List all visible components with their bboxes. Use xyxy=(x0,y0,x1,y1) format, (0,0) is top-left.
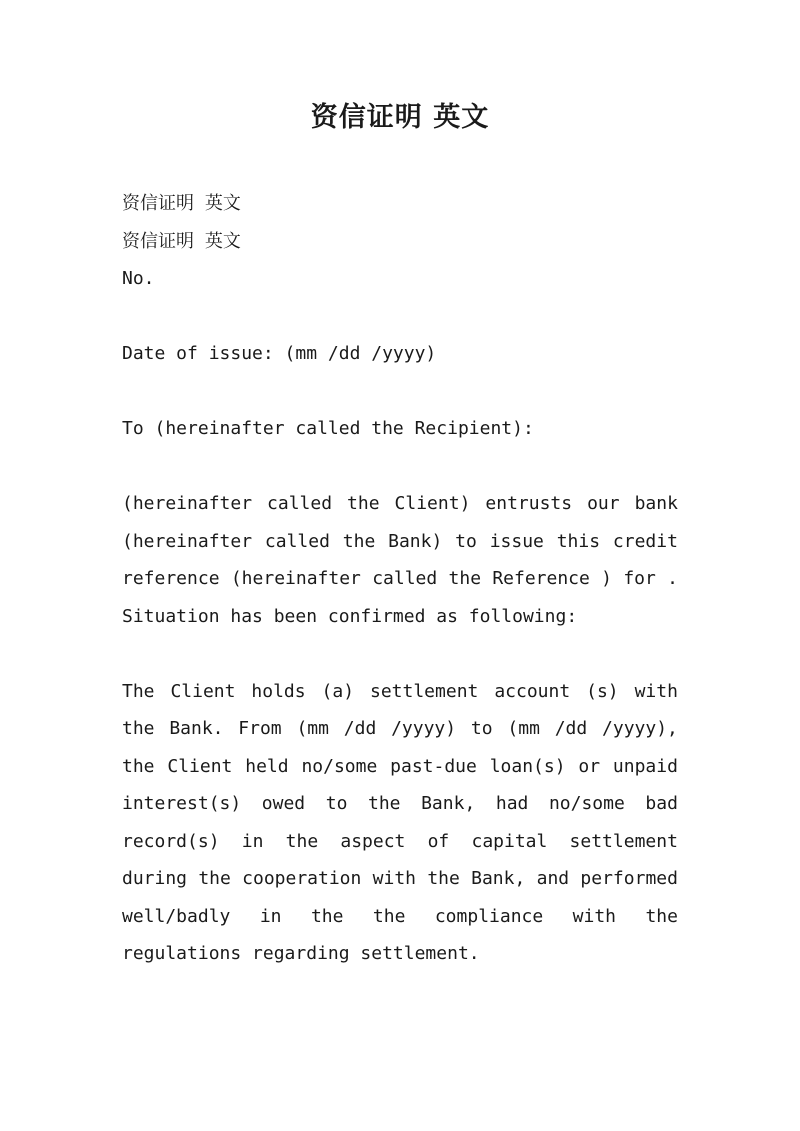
word: reference xyxy=(122,568,220,589)
word: (mm xyxy=(507,718,540,739)
paragraph-line: Situation has been confirmed as following: xyxy=(122,605,578,627)
word: cooperation xyxy=(242,868,362,889)
word: (hereinafter xyxy=(230,568,361,589)
word: to xyxy=(470,718,493,739)
blank-line xyxy=(122,448,678,486)
paragraph-line xyxy=(122,673,678,711)
date-of-issue-line: Date of issue: (mm /dd /yyyy) xyxy=(122,343,437,364)
word: well/badly xyxy=(122,905,231,927)
word: Bank. xyxy=(169,718,224,739)
paragraph-client-record xyxy=(122,673,678,973)
word: settlement xyxy=(569,830,678,852)
word: Client) xyxy=(394,493,471,514)
paragraph-line xyxy=(122,898,678,936)
word: no/some xyxy=(548,793,625,814)
word: record(s) xyxy=(122,830,220,852)
word: entrusts xyxy=(485,493,573,514)
word: bad xyxy=(645,793,678,814)
word: . xyxy=(667,568,678,589)
word: account xyxy=(494,680,571,702)
word: The xyxy=(122,680,155,702)
heading-line-1: 资信证明 英文 xyxy=(122,193,241,214)
paragraph-line xyxy=(122,560,678,598)
word: issue xyxy=(489,530,544,552)
word: past-due xyxy=(390,755,477,777)
word: called xyxy=(267,493,333,514)
word: /yyyy) xyxy=(391,718,457,739)
word: no/some xyxy=(301,755,378,777)
blank-line xyxy=(122,298,678,336)
word: called xyxy=(372,568,438,589)
word: Bank) xyxy=(388,530,443,552)
paragraph-line: regulations regarding settlement. xyxy=(122,943,480,964)
word: the xyxy=(310,905,344,927)
word: the xyxy=(645,905,678,927)
word: (hereinafter xyxy=(122,493,253,514)
word: our xyxy=(587,493,620,514)
paragraph-line xyxy=(122,860,678,898)
blank-line xyxy=(122,635,678,673)
word: with xyxy=(634,680,678,702)
word: credit xyxy=(612,530,678,552)
paragraph-line xyxy=(122,485,678,523)
word: /yyyy), xyxy=(602,718,678,739)
word: held xyxy=(245,755,289,777)
word: loan(s) xyxy=(489,755,566,777)
word: of xyxy=(427,830,450,852)
number-line: No. xyxy=(122,268,155,289)
paragraph-line xyxy=(122,823,678,861)
document-title: 资信证明 英文 xyxy=(310,102,490,133)
word: (hereinafter xyxy=(122,530,253,552)
word: unpaid xyxy=(612,755,678,777)
word: /dd xyxy=(554,718,588,739)
heading-line-2: 资信证明 英文 xyxy=(122,230,241,252)
word: ) xyxy=(601,568,613,589)
word: (a) xyxy=(321,680,355,702)
word: to xyxy=(325,793,348,814)
paragraph-line xyxy=(122,785,678,823)
word: holds xyxy=(251,680,306,702)
word: or xyxy=(578,755,601,777)
word: called xyxy=(264,530,330,552)
word: Client xyxy=(170,680,236,702)
word: bank xyxy=(634,493,678,514)
word: had xyxy=(495,793,529,814)
word: with xyxy=(572,905,617,927)
word: /dd xyxy=(343,718,377,739)
word: the xyxy=(427,868,460,889)
word: owed xyxy=(261,793,306,814)
paragraph-line xyxy=(122,523,678,561)
document-body xyxy=(122,185,678,973)
word: performed xyxy=(580,868,678,889)
word: the xyxy=(198,868,231,889)
word: the xyxy=(372,905,406,927)
blank-line xyxy=(122,373,678,411)
word: Bank, xyxy=(471,868,526,889)
word: the xyxy=(448,568,482,589)
word: Reference xyxy=(492,568,590,589)
word: with xyxy=(372,868,417,889)
word: interest(s) xyxy=(122,793,242,814)
word: the xyxy=(342,530,376,552)
word: during xyxy=(122,868,188,889)
word: the xyxy=(347,493,380,514)
word: in xyxy=(259,905,282,927)
paragraph-line xyxy=(122,710,678,748)
paragraph-entrustment xyxy=(122,485,678,635)
word: Bank, xyxy=(421,793,476,814)
word: to xyxy=(455,530,477,552)
word: the xyxy=(122,755,155,777)
word: for xyxy=(623,568,656,589)
recipient-line: To (hereinafter called the Recipient): xyxy=(122,418,534,439)
word: (mm xyxy=(296,718,329,739)
word: the xyxy=(285,830,319,852)
word: the xyxy=(368,793,401,814)
word: the xyxy=(122,718,155,739)
word: in xyxy=(241,830,264,852)
word: From xyxy=(238,718,282,739)
word: (s) xyxy=(586,680,619,702)
word: settlement xyxy=(370,680,479,702)
word: compliance xyxy=(434,905,544,927)
word: this xyxy=(556,530,601,552)
word: aspect xyxy=(340,830,406,852)
paragraph-line xyxy=(122,748,678,786)
word: and xyxy=(536,868,570,889)
word: Client xyxy=(167,755,233,777)
word: capital xyxy=(471,830,548,852)
